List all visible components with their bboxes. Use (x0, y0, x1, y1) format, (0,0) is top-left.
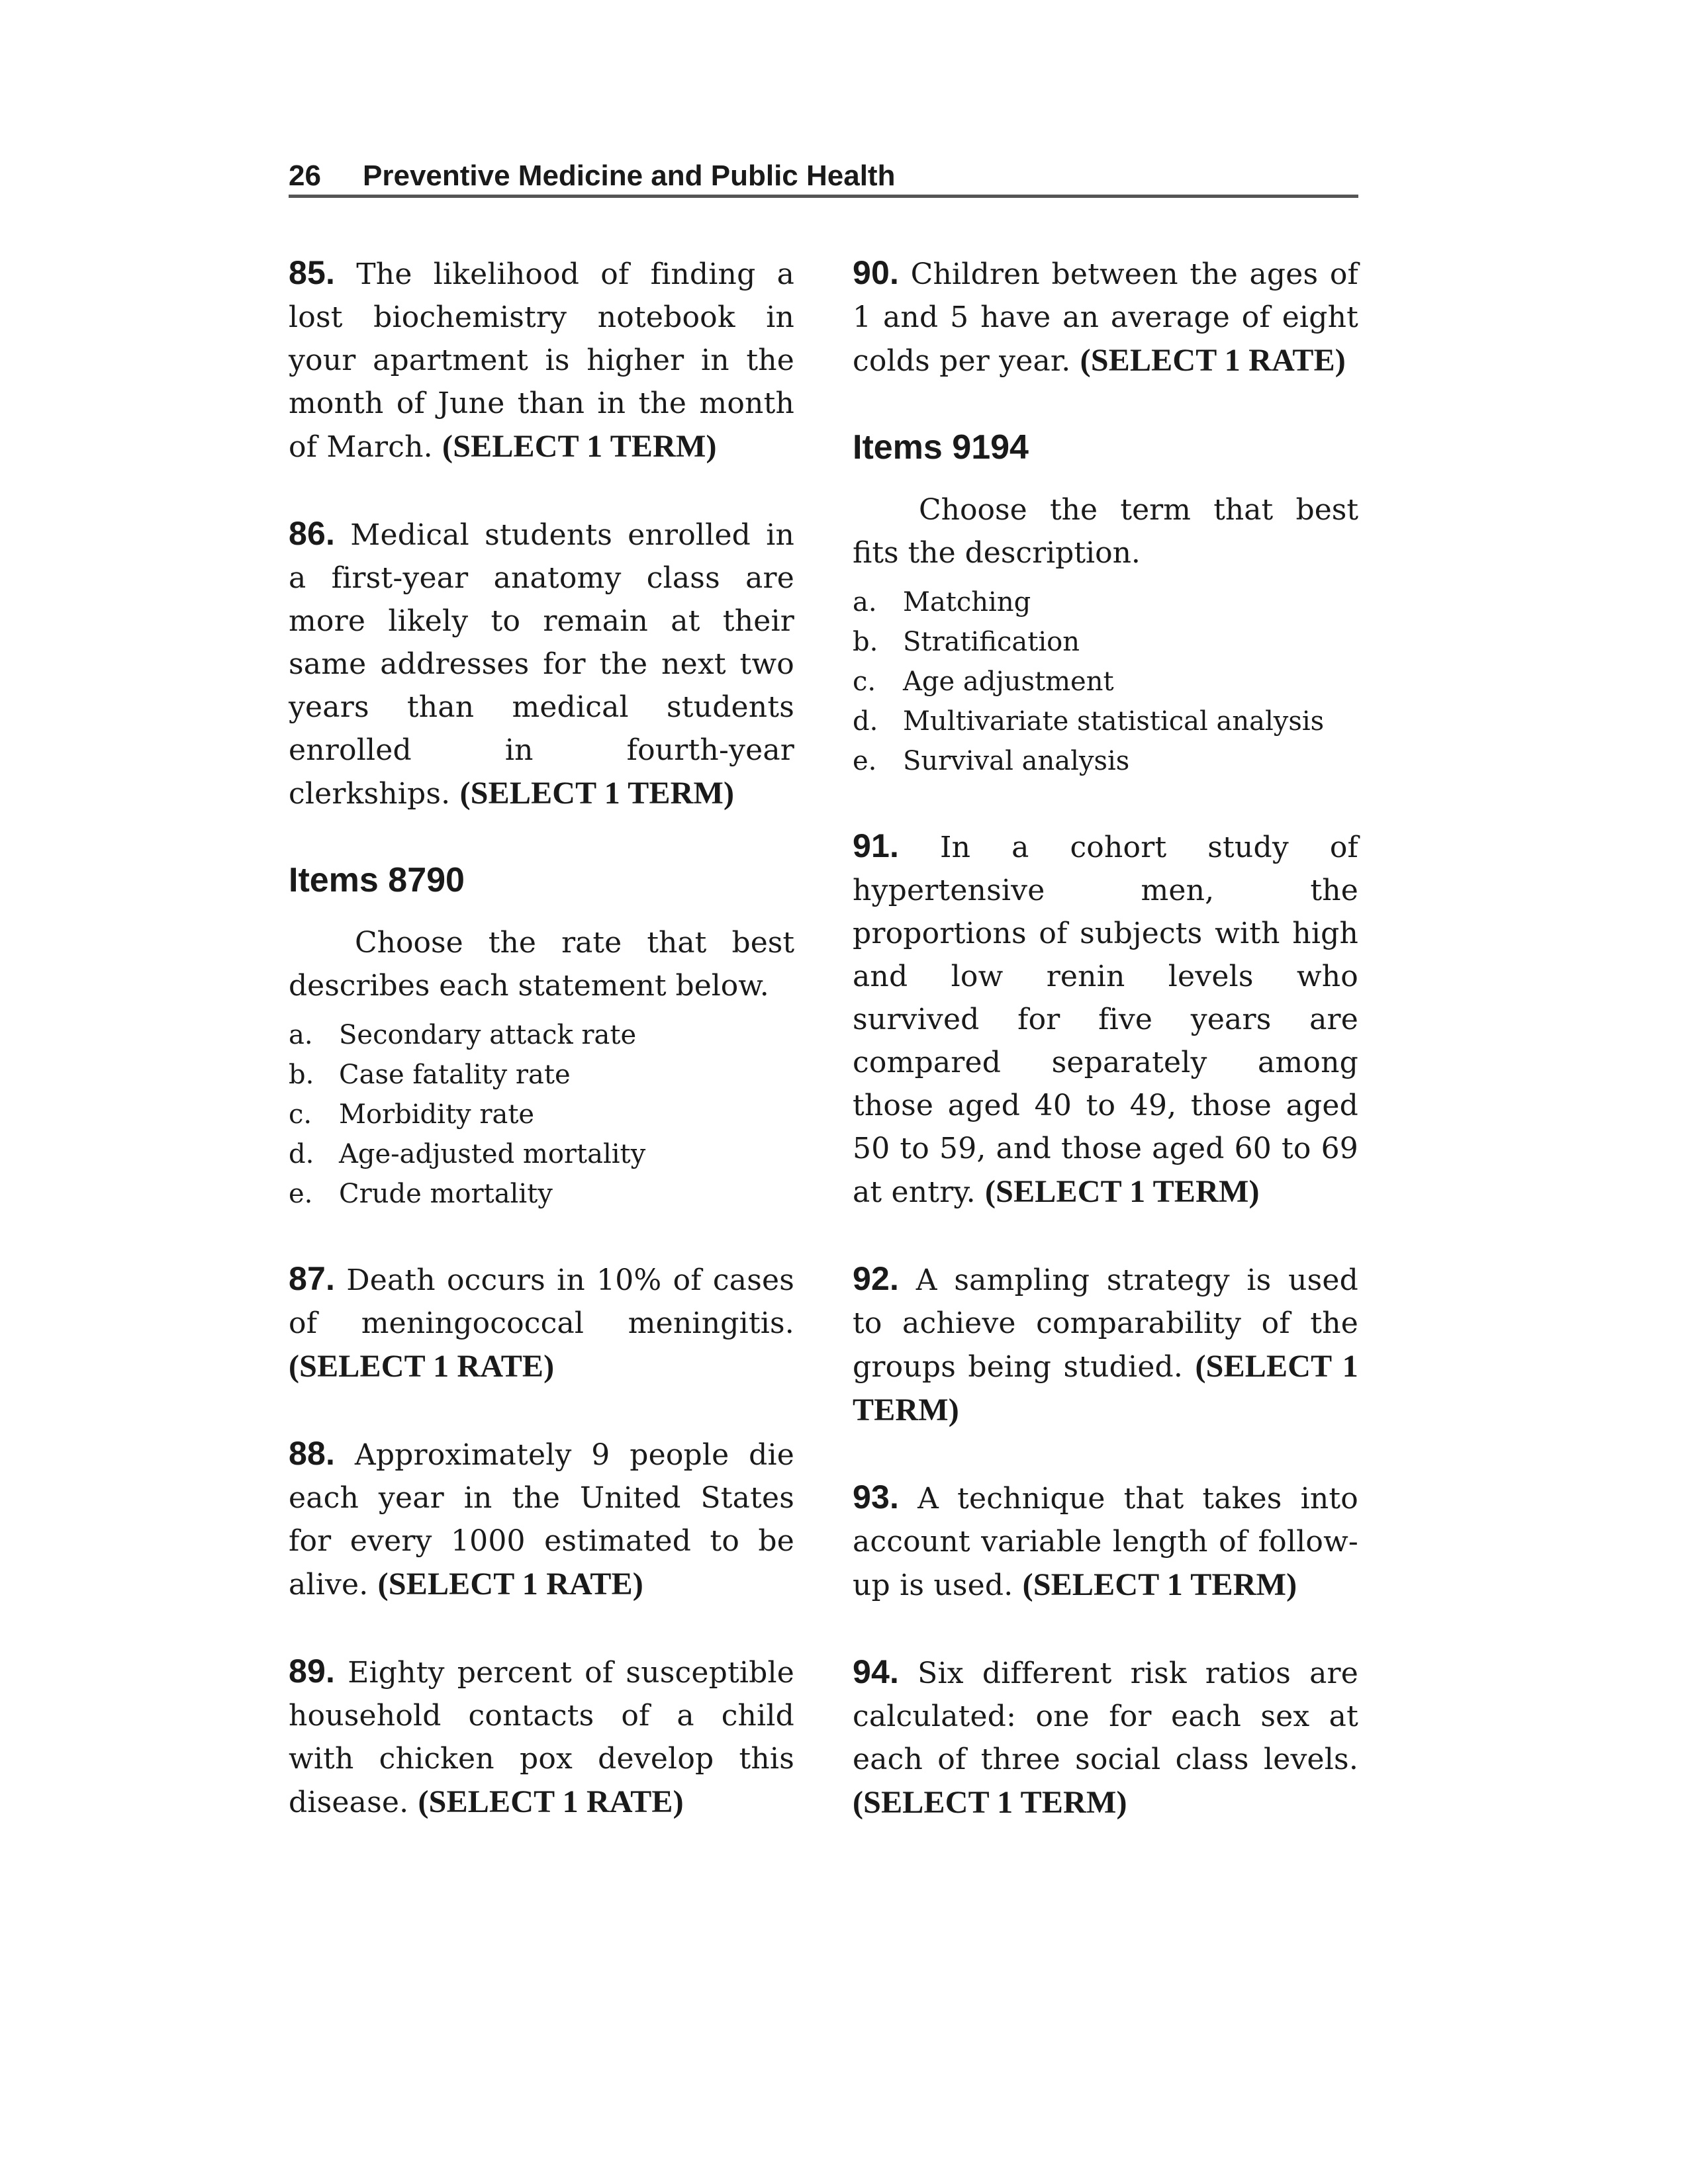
question-87 (289, 1257, 794, 1388)
right-column (853, 251, 1358, 1868)
question-text: In a cohort study of hypertensive men, the proportions of subjects with high and low renin levels who survived for five years are compared separately among those aged 40 to 49, those aged 50 to 59, and those aged 60 to 69 at entry. (853, 831, 1358, 1209)
question-number: 87. (289, 1260, 336, 1297)
option-item (289, 1134, 794, 1174)
option-item (853, 741, 1358, 781)
option-text: Secondary attack rate (339, 1020, 637, 1050)
items-intro: Choose the term that best fits the description. (853, 493, 1358, 570)
question-88 (289, 1432, 794, 1606)
question-instruction: (SELECT 1 TERM) (442, 429, 717, 464)
option-text: Stratification (903, 627, 1080, 657)
question-number: 92. (853, 1260, 900, 1297)
option-letter: b. (289, 1060, 314, 1090)
items-heading: Items 9194 (853, 428, 1029, 467)
question-number: 93. (853, 1479, 900, 1516)
question-91 (853, 825, 1358, 1214)
option-text: Age-adjusted mortality (339, 1139, 646, 1169)
question-number: 85. (289, 254, 336, 291)
question-93 (853, 1476, 1358, 1607)
question-instruction: (SELECT 1 TERM) (459, 776, 735, 811)
running-head (289, 158, 1358, 198)
page-number: 26 (289, 159, 321, 192)
question-instruction: (SELECT 1 TERM) (1022, 1567, 1297, 1602)
question-instruction: (SELECT 1 TERM) (984, 1174, 1260, 1209)
question-instruction: (SELECT 1 RATE) (1080, 343, 1346, 378)
option-text: Crude mortality (339, 1179, 553, 1209)
option-letter: a. (853, 587, 877, 617)
option-item (289, 1055, 794, 1095)
question-instruction: (SELECT 1 TERM) (853, 1785, 1127, 1820)
question-instruction: (SELECT 1 RATE) (418, 1784, 684, 1819)
option-letter: e. (289, 1179, 313, 1209)
question-number: 89. (289, 1653, 336, 1690)
option-item (853, 622, 1358, 662)
question-94 (853, 1651, 1358, 1825)
option-text: Matching (903, 587, 1031, 617)
book-title: Preventive Medicine and Public Health (363, 159, 896, 192)
option-text: Survival analysis (903, 746, 1130, 776)
question-90 (853, 251, 1358, 383)
question-text: Eighty percent of susceptible household contacts of a child with chicken pox develop this disease. (289, 1656, 794, 1819)
option-letter: b. (853, 627, 878, 657)
question-text: Six different risk ratios are calculated: one for each sex at each of three social class levels. (853, 1657, 1358, 1776)
question-85 (289, 251, 794, 469)
option-letter: c. (853, 666, 876, 697)
option-text: Multivariate statistical analysis (903, 706, 1325, 737)
question-instruction: (SELECT 1 RATE) (289, 1349, 555, 1384)
question-number: 86. (289, 515, 336, 552)
option-letter: d. (853, 706, 878, 737)
question-text: Death occurs in 10% of cases of meningococcal meningitis. (289, 1263, 794, 1340)
items-91-94-block (853, 426, 1358, 781)
question-92 (853, 1257, 1358, 1432)
items-intro: Choose the rate that best describes each statement below. (289, 926, 794, 1003)
option-item (289, 1095, 794, 1134)
option-letter: c. (289, 1099, 312, 1130)
question-86 (289, 512, 794, 815)
option-item (289, 1015, 794, 1055)
items-heading: Items 8790 (289, 861, 465, 899)
question-text: The likelihood of finding a lost biochemistry notebook in your apartment is higher in the month of June than in the month of March. (289, 257, 795, 464)
option-letter: a. (289, 1020, 313, 1050)
question-number: 94. (853, 1653, 900, 1690)
left-column (289, 251, 794, 1868)
option-item (289, 1174, 794, 1214)
option-text: Morbidity rate (339, 1099, 535, 1130)
option-item (853, 702, 1358, 741)
question-number: 90. (853, 254, 900, 291)
option-text: Case fatality rate (339, 1060, 571, 1090)
rate-options-list (289, 1015, 794, 1214)
question-text: Children between the ages of 1 and 5 have an average of eight colds per year. (853, 257, 1358, 378)
question-text: Medical students enrolled in a first-year anatomy class are more likely to remain at their same addresses for the next two years than medical students enrolled in fourth-year clerkships. (289, 518, 794, 811)
question-instruction: (SELECT 1 RATE) (377, 1567, 643, 1602)
question-89 (289, 1650, 794, 1824)
items-87-90-block (289, 859, 794, 1214)
term-options-list (853, 582, 1358, 781)
question-number: 91. (853, 827, 900, 864)
question-number: 88. (289, 1435, 336, 1472)
question-text: Approximately 9 people die each year in the United States for every 1000 estimated to be alive. (289, 1438, 794, 1602)
option-letter: d. (289, 1139, 314, 1169)
option-item (853, 582, 1358, 622)
option-letter: e. (853, 746, 877, 776)
option-text: Age adjustment (903, 666, 1114, 697)
option-item (853, 662, 1358, 702)
question-text: A sampling strategy is used to achieve comparability of the groups being studied. (853, 1263, 1358, 1384)
question-instruction: (SELECT 1 TERM) (853, 1349, 1358, 1428)
question-text: A technique that takes into account variable length of follow-up is used. (853, 1482, 1358, 1602)
